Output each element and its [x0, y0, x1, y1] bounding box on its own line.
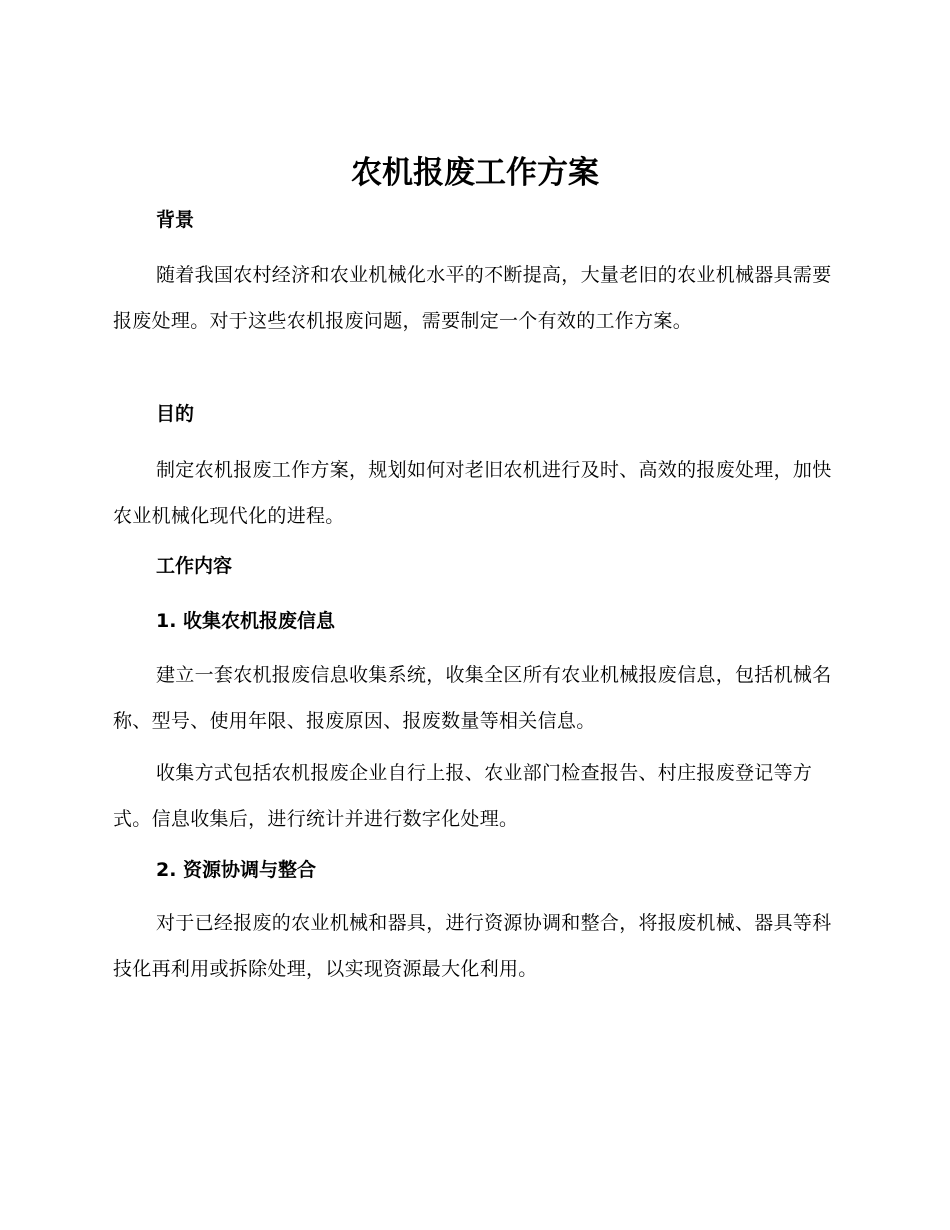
document-title: 农机报废工作方案	[351, 155, 599, 191]
paragraph-purpose: 制定农机报废工作方案，规划如何对老旧农机进行及时、高效的报废处理，加快农业机械化现代化的进程。	[113, 459, 832, 527]
subsection-heading-collect-info: 1. 收集农机报废信息	[156, 610, 336, 632]
section-heading-work-content: 工作内容	[156, 555, 233, 577]
subsection-heading-resource-coordination: 2. 资源协调与整合	[156, 859, 317, 881]
paragraph-resource-coordination: 对于已经报废的农业机械和器具，进行资源协调和整合，将报废机械、器具等科技化再利用或拆除处理，以实现资源最大化利用。	[113, 912, 832, 980]
paragraph-background: 随着我国农村经济和农业机械化水平的不断提高，大量老旧的农业机械器具需要报废处理。对于这些农机报废问题，需要制定一个有效的工作方案。	[113, 264, 832, 332]
section-heading-purpose: 目的	[156, 403, 195, 425]
paragraph-collect-info-2: 收集方式包括农机报废企业自行上报、农业部门检查报告、村庄报废登记等方式。信息收集后，进行统计并进行数字化处理。	[113, 762, 813, 830]
section-heading-background: 背景	[156, 209, 195, 231]
paragraph-collect-info-1: 建立一套农机报废信息收集系统，收集全区所有农业机械报废信息，包括机械名称、型号、使用年限、报废原因、报废数量等相关信息。	[113, 664, 832, 732]
